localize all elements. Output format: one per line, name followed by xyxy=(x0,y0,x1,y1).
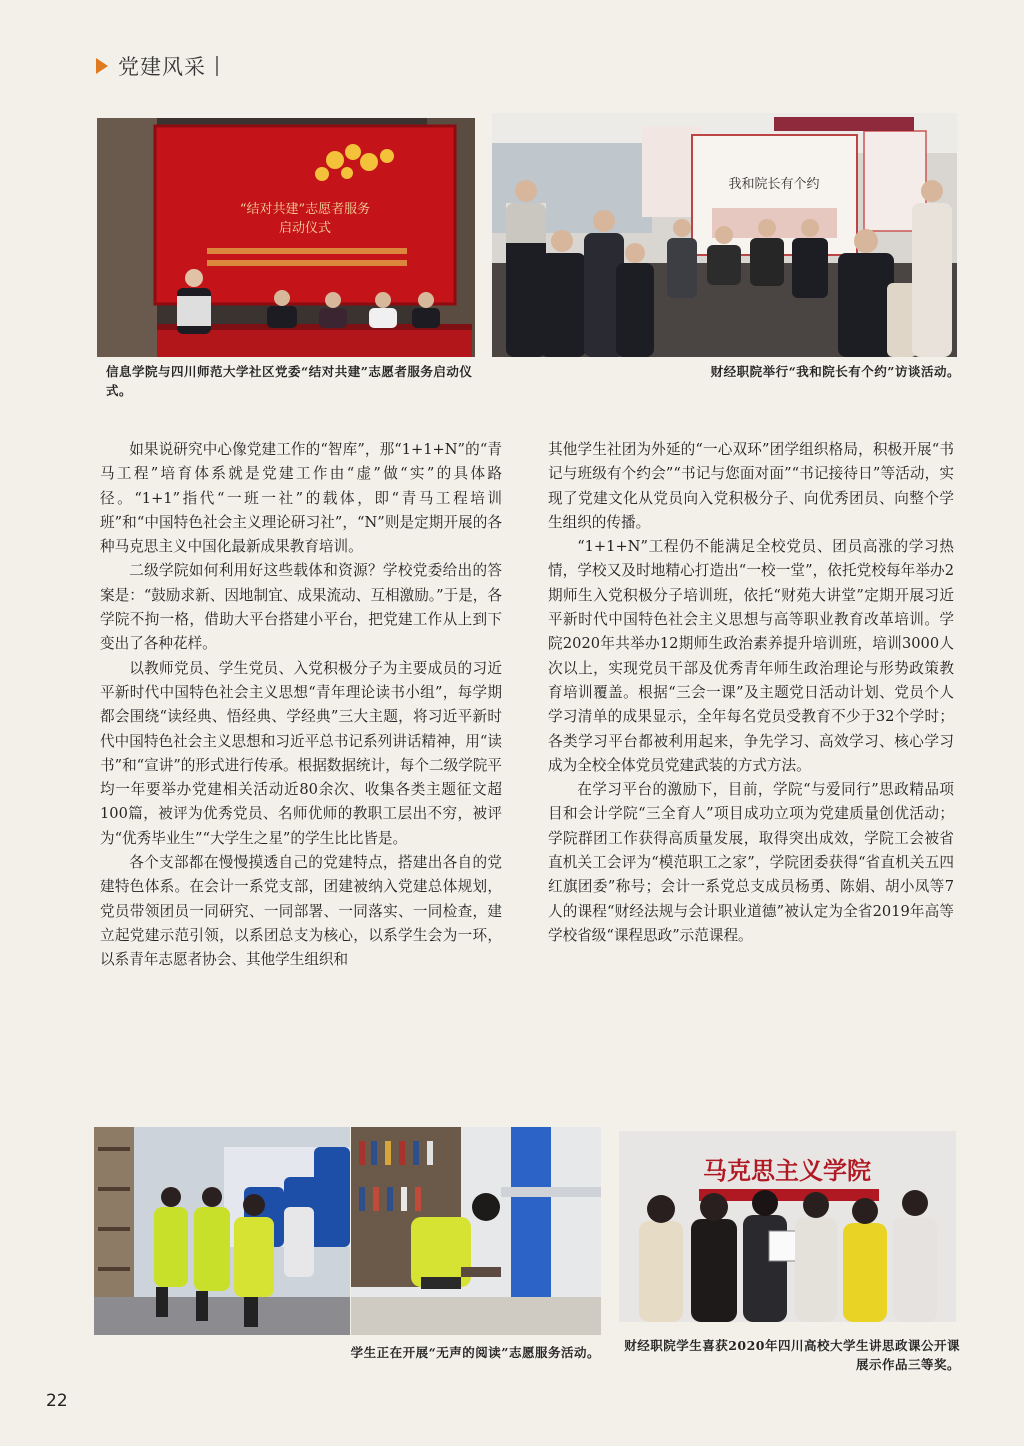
photo-marxism-school-award xyxy=(619,1131,956,1322)
wall-text: 马克思主义学院 xyxy=(703,1157,871,1185)
photo-launch-ceremony xyxy=(97,118,475,357)
photo-silent-reading-2 xyxy=(351,1127,601,1335)
paragraph: “1+1+N”工程仍不能满足全校党员、团员高涨的学习热情，学校又及时地精心打造出“一校一堂”，依托党校每年举办2期师生入党积极分子培训班，依托“财苑大讲堂”定期开展习近平新时代中国特色社会主义思想与高等职业教育改革培训。学院2020年共举办12期师生政治素养提升培训班，培训3000人次以上，实现党员干部及优秀青年师生政治理论与形势政策教育培训覆盖。根据“三会一课”及主题党日活动计划、党员个人学习清单的成果显示，全年每名党员受教育不少于32个学时；各类学习平台都被利用起来，争先学习、高效学习、核心学习成为全校全体党员党建武装的方式方法。 xyxy=(548,538,954,774)
right-text-column xyxy=(548,438,954,948)
left-text-column xyxy=(100,438,502,973)
paragraph: 在学习平台的激励下，目前，学院“与爱同行”思政精品项目和会计学院“三全育人”项目成功立项为党建质量创优活动；学院群团工作获得高质量发展，取得突出成效，学院工会被省直机关工会评为“模范职工之家”，学院团委获得“省直机关五四红旗团委”称号；会计一系党总支成员杨勇、陈娟、胡小凤等7人的课程“财经法规与会计职业道德”被认定为全省2019年高等学校省级“课程思政”示范课程。 xyxy=(548,781,954,944)
banner-title-line2: 启动仪式 xyxy=(278,221,332,236)
photo-silent-reading-1 xyxy=(94,1127,350,1335)
paragraph: 二级学院如何利用好这些载体和资源？学校党委给出的答案是：“鼓励求新、因地制宜、成果流动、互相激励。”于是，各学院不拘一格，借助大平台搭建小平台，把党建工作从上到下变出了各种花样。 xyxy=(100,562,502,653)
section-title: 党建风采 xyxy=(118,55,206,79)
paragraph: 如果说研究中心像党建工作的“智库”，那“1+1+N”的“青马工程”培育体系就是党建工作由“虚”做“实”的具体路径。“1+1”指代“一班一社”的载体，即“青马工程培训班”和“中国特色社会主义理论研习社”，“N”则是定期开展的各种马克思主义中国化最新成果教育培训。 xyxy=(100,441,502,556)
board-text: 我和院长有个约 xyxy=(728,177,820,192)
banner-title-line1: “结对共建”志愿者服务 xyxy=(239,202,371,217)
paragraph: 其他学生社团为外延的“一心双环”团学组织格局，积极开展“书记与班级有个约会”“书记与您面对面”“书记接待日”等活动，实现了党建文化从党员向入党积极分子、向优秀团员、向整个学生组织的传播。 xyxy=(548,441,954,531)
caption-launch-ceremony: 信息学院与四川师范大学社区党委“结对共建”志愿者服务启动仪式。 xyxy=(106,364,473,398)
caption-marxism-award: 财经职院学生喜获2020年四川高校大学生讲思政课公开课展示作品三等奖。 xyxy=(624,1338,960,1372)
photo-dean-interview xyxy=(492,113,957,357)
paragraph: 各个支部都在慢慢摸透自己的党建特点，搭建出各自的党建特色体系。在会计一系党支部，团建被纳入党建总体规划，党员带领团员一同研究、一同部署、一同落实、一同检查，建立起党建示范引领，以系团总支为核心，以系学生会为一环，以系青年志愿者协会、其他学生组织和 xyxy=(100,854,502,969)
triangle-bullet-icon xyxy=(96,58,108,74)
caption-dean-interview: 财经职院举行“我和院长有个约”访谈活动。 xyxy=(710,364,960,379)
caption-silent-reading: 学生正在开展“无声的阅读”志愿服务活动。 xyxy=(350,1345,600,1360)
section-header xyxy=(96,50,218,82)
header-divider xyxy=(216,56,218,76)
paragraph: 以教师党员、学生党员、入党积极分子为主要成员的习近平新时代中国特色社会主义思想“青年理论读书小组”，每学期都会围绕“读经典、悟经典、学经典”三大主题，将习近平新时代中国特色社会主义思想和习近平总书记系列讲话精神，用“读书”和“宣讲”的形式进行传承。根据数据统计，每个二级学院平均一年要举办党建相关活动近80余次、收集各类主题征文超100篇，被评为优秀党员、名师优师的教职工层出不穷，被评为“优秀毕业生”“大学生之星”的学生比比皆是。 xyxy=(100,659,502,847)
page-number: 22 xyxy=(46,1391,68,1411)
